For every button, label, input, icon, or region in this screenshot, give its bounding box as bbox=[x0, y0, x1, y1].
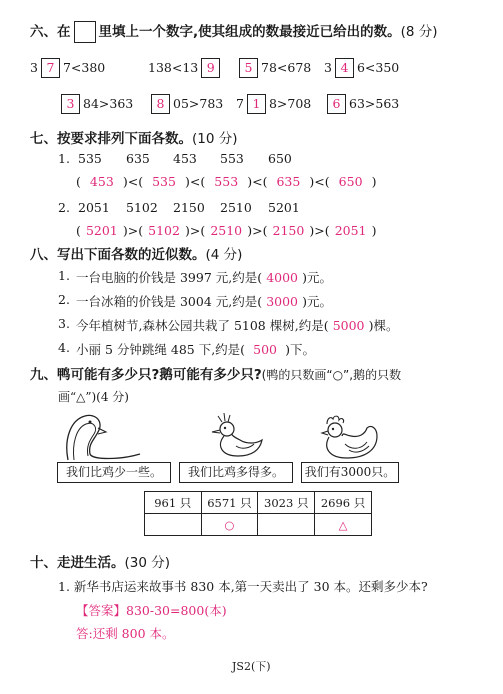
approx-item bbox=[76, 292, 332, 310]
answer-row: ( 453 )<( 535 )<( 553 )<( 635 )<( 650 ) bbox=[76, 174, 377, 189]
fill-blank-item bbox=[30, 58, 105, 78]
answer-box: 4 bbox=[335, 58, 354, 78]
number-item: 5201 bbox=[268, 200, 300, 215]
item-suffix: 8>708 bbox=[268, 96, 312, 111]
table-header-cell: 3023 只 bbox=[258, 492, 315, 514]
number-item: 2150 bbox=[173, 200, 205, 215]
answer-box: 5 bbox=[239, 58, 258, 78]
table-mark-cell: △ bbox=[315, 514, 372, 536]
answer-value: 4000 bbox=[266, 270, 299, 285]
fill-blank-item bbox=[148, 58, 223, 78]
s10-answer-equation: 【答案】830-30=800(本) bbox=[76, 603, 227, 618]
section-9-title: 九、鸭可能有多少只?鹅可能有多少只?(鸭的只数画“○”,鹅的只数 bbox=[30, 367, 402, 383]
answer-box: 6 bbox=[327, 94, 346, 114]
number-item: 2051 bbox=[78, 200, 110, 215]
item-text: 今年植树节,森林公园共栽了 5108 棵树,约是( bbox=[76, 318, 329, 333]
answer-box: 1 bbox=[247, 94, 266, 114]
answer-value: 635 bbox=[276, 174, 301, 189]
speech-bubble-hen: 我们有3000只。 bbox=[301, 462, 399, 483]
answer-box: 7 bbox=[41, 58, 60, 78]
answer-value: 535 bbox=[152, 174, 176, 189]
fill-blank-item bbox=[236, 94, 311, 114]
page-footer: JS2(下) bbox=[232, 660, 271, 673]
section-6-row-1 bbox=[0, 58, 503, 80]
answer-value: 5102 bbox=[148, 223, 180, 238]
item-prefix: 138<13 bbox=[148, 60, 199, 75]
section-6-row-2 bbox=[0, 94, 503, 116]
s10-answer-text: 答:还剩 800 本。 bbox=[76, 626, 175, 641]
answer-value: 553 bbox=[214, 174, 239, 189]
answer-value: 2051 bbox=[334, 223, 367, 238]
answer-box: 9 bbox=[201, 58, 220, 78]
item-number: 2. bbox=[58, 292, 70, 307]
item-prefix: 3 bbox=[30, 60, 38, 75]
number-item: 553 bbox=[220, 151, 244, 166]
item-suffix: 6<350 bbox=[356, 60, 400, 75]
fill-blank-item bbox=[58, 94, 133, 114]
answer-value: 2510 bbox=[210, 223, 243, 238]
s7-q1-label: 1. bbox=[58, 151, 70, 166]
item-text: )棵。 bbox=[368, 318, 399, 333]
answer-value: 5201 bbox=[85, 223, 118, 238]
section-8-title: 八、写出下面各数的近似数。(4 分) bbox=[30, 247, 243, 263]
answer-value: 500 bbox=[253, 342, 277, 357]
table-header-cell: 6571 只 bbox=[201, 492, 258, 514]
item-text: )元。 bbox=[302, 270, 332, 285]
number-item: 453 bbox=[173, 151, 197, 166]
hen-icon bbox=[315, 410, 385, 462]
item-prefix: 7 bbox=[236, 96, 244, 111]
answer-value: 453 bbox=[89, 174, 114, 189]
answer-row: ( 5201 )>( 5102 )>( 2510 )>( 2150 )>( 2051 ) bbox=[76, 223, 377, 238]
number-item: 5102 bbox=[126, 200, 158, 215]
item-suffix: 78<678 bbox=[261, 60, 312, 75]
duck-icon bbox=[210, 410, 265, 462]
item-suffix: 05>783 bbox=[173, 96, 224, 111]
item-suffix: 7<380 bbox=[62, 60, 106, 75]
answer-value: 3000 bbox=[266, 294, 299, 309]
item-text: )下。 bbox=[285, 342, 315, 357]
number-item: 535 bbox=[78, 151, 102, 166]
table-mark-cell: ○ bbox=[201, 514, 258, 536]
section-9-note: 画“△”)(4 分) bbox=[58, 390, 129, 404]
number-item: 2510 bbox=[220, 200, 252, 215]
table-mark-cell bbox=[258, 514, 315, 536]
item-suffix: 63>563 bbox=[349, 96, 400, 111]
approx-item bbox=[76, 316, 398, 334]
item-text: 小丽 5 分钟跳绳 485 下,约是( bbox=[76, 342, 246, 357]
s7-q2-label: 2. bbox=[58, 200, 70, 215]
number-item: 635 bbox=[126, 151, 150, 166]
fill-blank-item bbox=[324, 94, 399, 114]
section-10-title: 十、走进生活。(30 分) bbox=[30, 555, 171, 571]
answer-box: 8 bbox=[151, 94, 170, 114]
number-item: 650 bbox=[268, 151, 292, 166]
fill-blank-item bbox=[324, 58, 399, 78]
s10-question-1: 1. 新华书店运来故事书 830 本,第一天卖出了 30 本。还剩多少本? bbox=[58, 579, 428, 594]
item-number: 1. bbox=[58, 268, 70, 283]
section-6-title: 六、在 里填上一个数字,使其组成的数最接近已给出的数。(8 分) bbox=[30, 20, 438, 43]
item-text: 一台冰箱的价钱是 3004 元,约是( bbox=[76, 294, 263, 309]
table-mark-row bbox=[145, 514, 372, 536]
table-mark-cell bbox=[145, 514, 202, 536]
item-text: 一台电脑的价钱是 3997 元,约是( bbox=[76, 270, 263, 285]
answer-box: 3 bbox=[61, 94, 80, 114]
fill-blank-item bbox=[236, 58, 311, 78]
choice-table bbox=[144, 491, 372, 536]
goose-icon bbox=[60, 410, 150, 462]
section-7-title: 七、按要求排列下面各数。(10 分) bbox=[30, 131, 238, 147]
table-header-row bbox=[145, 492, 372, 514]
answer-value: 650 bbox=[338, 174, 363, 189]
table-header-cell: 961 只 bbox=[145, 492, 202, 514]
approx-item bbox=[76, 268, 332, 286]
item-number: 3. bbox=[58, 316, 70, 331]
fill-blank-item bbox=[148, 94, 223, 114]
item-prefix: 3 bbox=[324, 60, 332, 75]
answer-value: 5000 bbox=[332, 318, 365, 333]
item-suffix: 84>363 bbox=[83, 96, 134, 111]
approx-item bbox=[76, 340, 315, 358]
item-number: 4. bbox=[58, 340, 70, 355]
item-text: )元。 bbox=[302, 294, 332, 309]
table-header-cell: 2696 只 bbox=[315, 492, 372, 514]
blank-box-icon bbox=[74, 21, 96, 43]
speech-bubble-goose: 我们比鸡少一些。 bbox=[57, 462, 171, 483]
answer-value: 2150 bbox=[272, 223, 305, 238]
speech-bubble-duck: 我们比鸡多得多。 bbox=[179, 462, 293, 483]
